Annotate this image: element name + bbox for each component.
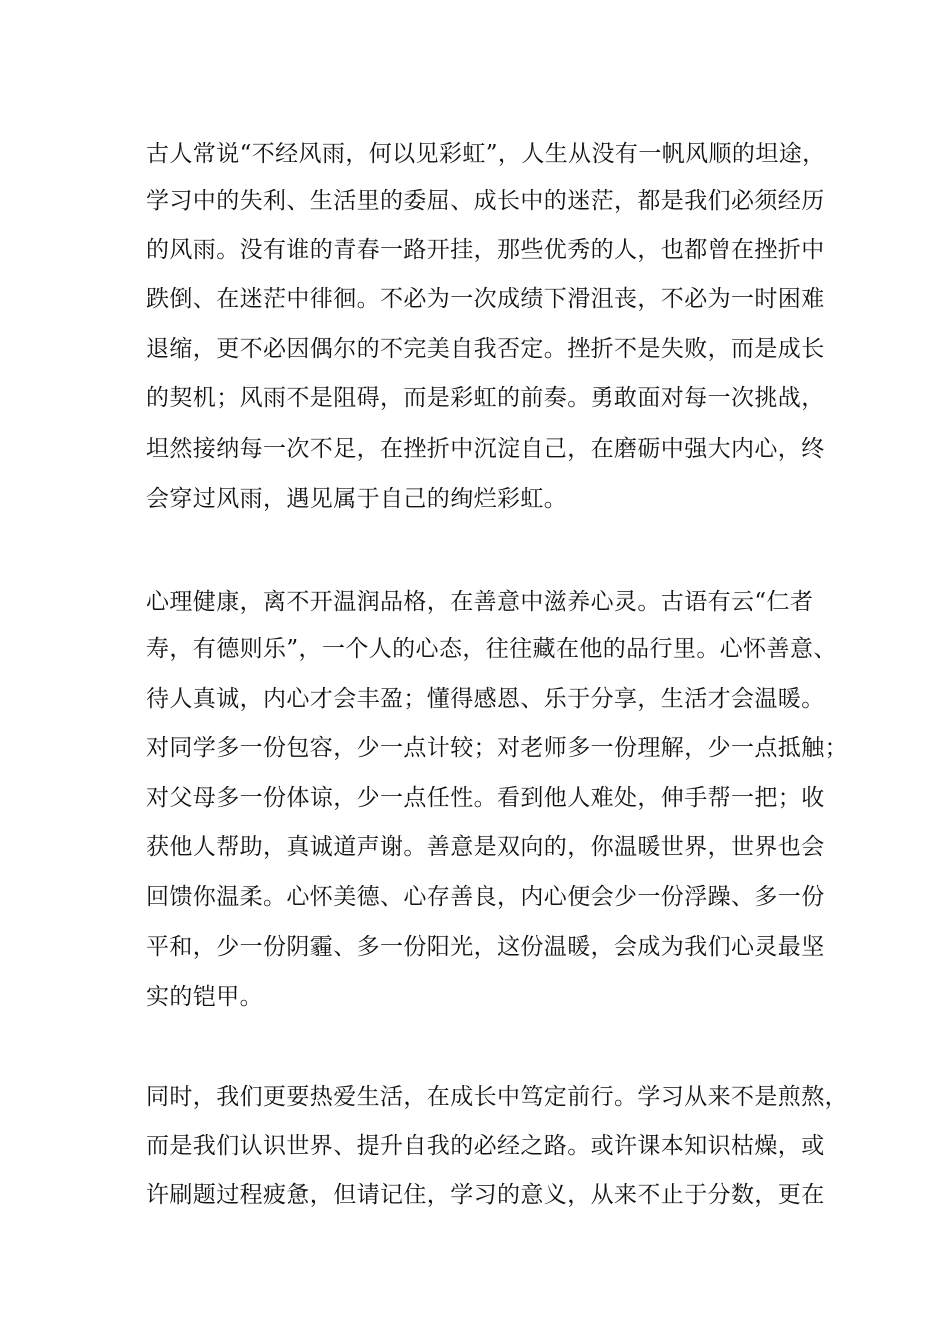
text-line: 而是我们认识世界、提升自我的必经之路。或许课本知识枯燥，或 (146, 1133, 825, 1159)
text-line: 同时，我们更要热爱生活，在成长中笃定前行。学习从来不是煎熬， (146, 1084, 848, 1110)
text-line: 跌倒、在迷茫中徘徊。不必为一次成绩下滑沮丧，不必为一时困难 (146, 286, 825, 312)
text-line: 平和，少一份阴霾、多一份阳光，这份温暖，会成为我们心灵最坚 (146, 934, 825, 960)
text-line: 心理健康，离不开温润品格，在善意中滋养心灵。古语有云“仁者 (146, 589, 814, 615)
text-line: 对同学多一份包容，少一点计较；对老师多一份理解，少一点抵触； (146, 735, 848, 761)
text-line: 寿，有德则乐”，一个人的心态，往往藏在他的品行里。心怀善意、 (146, 636, 837, 662)
text-line: 对父母多一份体谅，少一点任性。看到他人难处，伸手帮一把；收 (146, 785, 825, 811)
text-line: 回馈你温柔。心怀美德、心存善良，内心便会少一份浮躁、多一份 (146, 884, 825, 910)
text-line: 古人常说“不经风雨，何以见彩虹”，人生从没有一帆风顺的坦途， (146, 141, 826, 167)
text-line: 实的铠甲。 (146, 984, 263, 1010)
text-line: 获他人帮助，真诚道声谢。善意是双向的，你温暖世界，世界也会 (146, 834, 825, 860)
text-line: 退缩，更不必因偶尔的不完美自我否定。挫折不是失败，而是成长 (146, 336, 825, 362)
text-line: 的契机；风雨不是阻碍，而是彩虹的前奏。勇敢面对每一次挑战， (146, 385, 825, 411)
text-line: 坦然接纳每一次不足，在挫折中沉淀自己，在磨砺中强大内心，终 (146, 436, 825, 462)
text-line: 学习中的失利、生活里的委屈、成长中的迷茫，都是我们必须经历 (146, 188, 825, 214)
text-line: 待人真诚，内心才会丰盈；懂得感恩、乐于分享，生活才会温暖。 (146, 686, 825, 712)
text-line: 的风雨。没有谁的青春一路开挂，那些优秀的人，也都曾在挫折中 (146, 237, 825, 263)
text-line: 会穿过风雨，遇见属于自己的绚烂彩虹。 (146, 486, 568, 512)
text-line: 许刷题过程疲惫，但请记住，学习的意义，从来不止于分数，更在 (146, 1182, 825, 1208)
